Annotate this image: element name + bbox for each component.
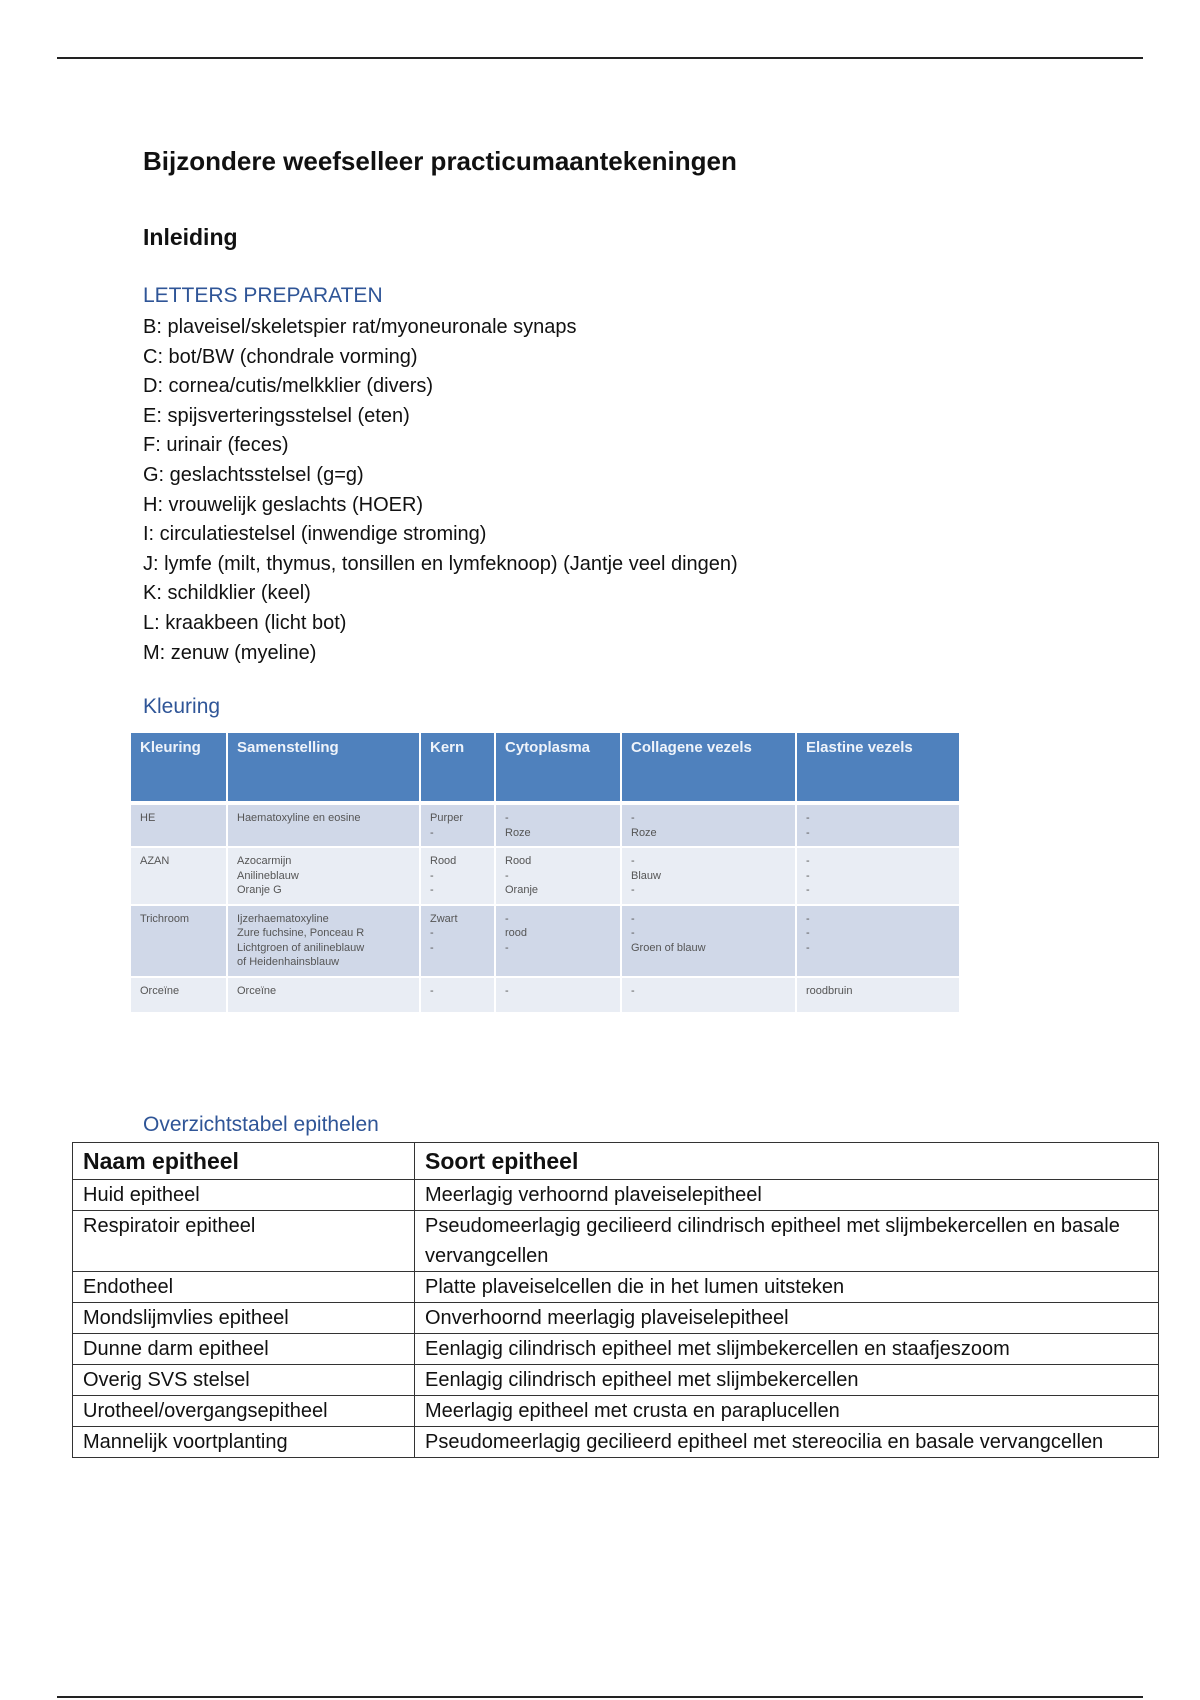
table-row [73, 1211, 1159, 1272]
list-item: C: bot/BW (chondrale vorming) [143, 345, 418, 368]
kleuring-heading: Kleuring [143, 695, 221, 718]
table-cell: - Roze [496, 805, 622, 848]
table-cell: Trichroom [131, 906, 228, 978]
table-cell: Orceïne [131, 978, 228, 1014]
table-cell: Mondslijmvlies epitheel [73, 1303, 415, 1334]
list-item: J: lymfe (milt, thymus, tonsillen en lymfeknoop) (Jantje veel dingen) [143, 552, 738, 575]
table-row [73, 1396, 1159, 1427]
table-cell: Rood - - [421, 848, 496, 906]
table-cell: Mannelijk voortplanting [73, 1427, 415, 1458]
header-rule [57, 57, 1143, 59]
staining-table [131, 733, 961, 1014]
table-cell: Endotheel [73, 1272, 415, 1303]
table-row [73, 1334, 1159, 1365]
document-title: Bijzondere weefselleer practicumaantekeningen [143, 146, 737, 176]
column-header: Cytoplasma [496, 733, 622, 805]
table-row [131, 805, 961, 848]
table-cell: Onverhoornd meerlagig plaveiselepitheel [415, 1303, 1159, 1334]
list-item: I: circulatiestelsel (inwendige stroming) [143, 523, 487, 546]
list-item: B: plaveisel/skeletspier rat/myoneuronale synaps [143, 316, 577, 338]
table-cell: Meerlagig epitheel met crusta en paraplucellen [415, 1396, 1159, 1427]
table-cell: roodbruin [797, 978, 961, 1014]
letters-list [143, 313, 738, 668]
table-cell: - - [797, 805, 961, 848]
column-header: Collagene vezels [622, 733, 797, 805]
table-cell: Huid epitheel [73, 1180, 415, 1211]
table-row [131, 906, 961, 978]
table-cell: Rood - Oranje [496, 848, 622, 906]
table-row [73, 1272, 1159, 1303]
table-cell: Haematoxyline en eosine [228, 805, 421, 848]
table-cell: Pseudomeerlagig gecilieerd cilindrisch epitheel met slijmbekercellen en basale vervangcellen [415, 1211, 1159, 1272]
overview-heading: Overzichtstabel epithelen [143, 1113, 379, 1136]
table-header-row [73, 1143, 1159, 1180]
table-cell: Platte plaveiselcellen die in het lumen uitsteken [415, 1272, 1159, 1303]
table-cell: Ijzerhaematoxyline Zure fuchsine, Ponceau R Lichtgroen of anilineblauw of Heidenhainsblauw [228, 906, 421, 978]
table-row [73, 1427, 1159, 1458]
table-cell: Urotheel/overgangsepitheel [73, 1396, 415, 1427]
list-item: K: schildklier (keel) [143, 582, 311, 605]
table-cell: - [496, 978, 622, 1014]
list-item: G: geslachtsstelsel (g=g) [143, 463, 364, 486]
table-cell: Meerlagig verhoornd plaveiselepitheel [415, 1180, 1159, 1211]
letters-heading: LETTERS PREPARATEN [143, 284, 383, 307]
section-heading: Inleiding [143, 224, 238, 250]
table-cell: - - Groen of blauw [622, 906, 797, 978]
table-cell: HE [131, 805, 228, 848]
table-row [73, 1365, 1159, 1396]
table-header-row [131, 733, 961, 805]
table-row [131, 848, 961, 906]
table-cell: - - - [797, 848, 961, 906]
column-header: Naam epitheel [73, 1143, 415, 1180]
table-cell: Overig SVS stelsel [73, 1365, 415, 1396]
list-item: L: kraakbeen (licht bot) [143, 611, 347, 634]
table-cell: Purper - [421, 805, 496, 848]
epithelium-table [72, 1142, 1159, 1458]
table-cell: Eenlagig cilindrisch epitheel met slijmbekercellen en staafjeszoom [415, 1334, 1159, 1365]
table-cell: - Roze [622, 805, 797, 848]
table-cell: - - - [797, 906, 961, 978]
table-cell: Dunne darm epitheel [73, 1334, 415, 1365]
table-row [73, 1303, 1159, 1334]
table-cell: Zwart - - [421, 906, 496, 978]
table-cell: - rood - [496, 906, 622, 978]
column-header: Soort epitheel [415, 1143, 1159, 1180]
table-row [73, 1180, 1159, 1211]
table-cell: Pseudomeerlagig gecilieerd epitheel met stereocilia en basale vervangcellen [415, 1427, 1159, 1458]
table-row [131, 978, 961, 1014]
table-cell: AZAN [131, 848, 228, 906]
list-item: E: spijsverteringsstelsel (eten) [143, 404, 410, 427]
table-cell: - Blauw - [622, 848, 797, 906]
column-header: Elastine vezels [797, 733, 961, 805]
table-cell: - [421, 978, 496, 1014]
list-item: H: vrouwelijk geslachts (HOER) [143, 493, 424, 516]
table-cell: Eenlagig cilindrisch epitheel met slijmbekercellen [415, 1365, 1159, 1396]
table-cell: Azocarmijn Anilineblauw Oranje G [228, 848, 421, 906]
footer-rule [57, 1696, 1143, 1698]
list-item: D: cornea/cutis/melkklier (divers) [143, 375, 434, 398]
table-cell: - [622, 978, 797, 1014]
table-cell: Orceïne [228, 978, 421, 1014]
table-cell: Respiratoir epitheel [73, 1211, 415, 1272]
column-header: Samenstelling [228, 733, 421, 805]
column-header: Kleuring [131, 733, 228, 805]
column-header: Kern [421, 733, 496, 805]
list-item: F: urinair (feces) [143, 434, 289, 457]
list-item: M: zenuw (myeline) [143, 641, 317, 664]
